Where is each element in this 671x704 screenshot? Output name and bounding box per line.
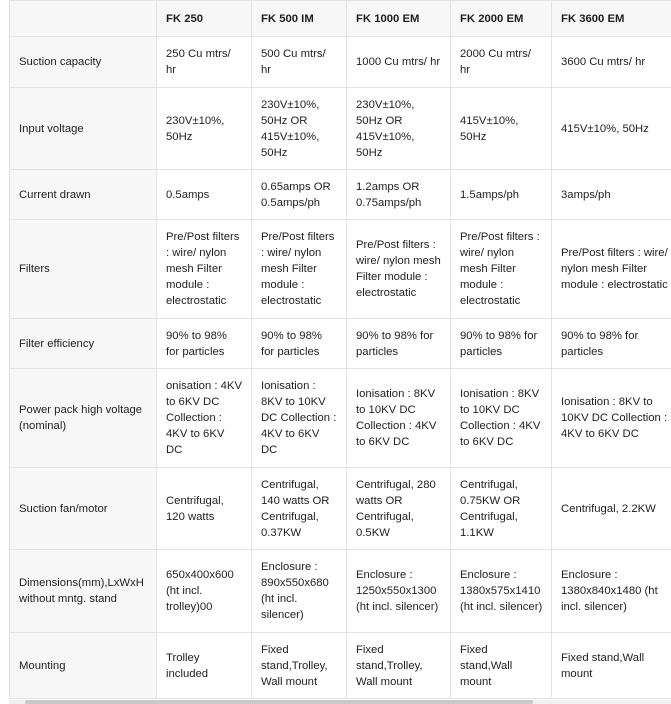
- table-cell: Trolley included: [157, 633, 252, 699]
- table-row: [10, 633, 671, 699]
- table-cell: Pre/Post filters : wire/ nylon mesh Filter module : electrostatic: [157, 220, 252, 319]
- row-label: Filter efficiency: [10, 319, 157, 369]
- table-cell: 90% to 98% for particles: [347, 319, 451, 369]
- table-cell: Ionisation : 8KV to 10KV DC Collection : 4KV to 6KV DC: [252, 369, 347, 468]
- row-label: Filters: [10, 220, 157, 319]
- column-header-fk2000em: FK 2000 EM: [451, 1, 552, 37]
- table-header-row: [10, 1, 671, 37]
- scrollbar-thumb[interactable]: [25, 700, 533, 704]
- table-cell: Centrifugal, 120 watts: [157, 468, 252, 550]
- table-row: [10, 220, 671, 319]
- table-cell: Pre/Post filters : wire/ nylon mesh Filter module : electrostatic: [347, 220, 451, 319]
- table-cell: 90% to 98% for particles: [552, 319, 671, 369]
- table-cell: onisation : 4KV to 6KV DC Collection : 4KV to 6KV DC: [157, 369, 252, 468]
- table-row: [10, 37, 671, 88]
- table-cell: Pre/Post filters : wire/ nylon mesh Filter module : electrostatic: [552, 220, 671, 319]
- column-header-fk250: FK 250: [157, 1, 252, 37]
- table-cell: Enclosure : 1250x550x1300 (ht incl. silencer): [347, 550, 451, 633]
- table-cell: 415V±10%, 50Hz: [451, 88, 552, 170]
- table-cell: Enclosure : 890x550x680 (ht incl. silencer): [252, 550, 347, 633]
- spec-table-container: [9, 0, 671, 700]
- row-label: Input voltage: [10, 88, 157, 170]
- table-row: [10, 319, 671, 369]
- table-cell: Ionisation : 8KV to 10KV DC Collection : 4KV to 6KV DC: [552, 369, 671, 468]
- table-cell: Centrifugal, 140 watts OR Centrifugal, 0.37KW: [252, 468, 347, 550]
- table-cell: Centrifugal, 0.75KW OR Centrifugal, 1.1KW: [451, 468, 552, 550]
- table-cell: 3amps/ph: [552, 170, 671, 220]
- column-header-blank: [10, 1, 157, 37]
- spec-table: [9, 0, 671, 699]
- table-cell: 230V±10%, 50Hz: [157, 88, 252, 170]
- table-cell: 90% to 98% for particles: [157, 319, 252, 369]
- table-row: [10, 550, 671, 633]
- table-cell: 500 Cu mtrs/ hr: [252, 37, 347, 88]
- table-cell: 0.5amps: [157, 170, 252, 220]
- row-label: Current drawn: [10, 170, 157, 220]
- table-cell: 230V±10%, 50Hz OR 415V±10%, 50Hz: [252, 88, 347, 170]
- table-cell: 1000 Cu mtrs/ hr: [347, 37, 451, 88]
- table-cell: Fixed stand,Trolley, Wall mount: [252, 633, 347, 699]
- table-row: [10, 468, 671, 550]
- table-cell: 1.5amps/ph: [451, 170, 552, 220]
- table-cell: 90% to 98% for particles: [451, 319, 552, 369]
- table-row: [10, 369, 671, 468]
- table-cell: 0.65amps OR 0.5amps/ph: [252, 170, 347, 220]
- table-cell: Enclosure : 1380x575x1410 (ht incl. silencer): [451, 550, 552, 633]
- row-label: Power pack high voltage (nominal): [10, 369, 157, 468]
- row-label: Dimensions(mm),LxWxH without mntg. stand: [10, 550, 157, 633]
- table-cell: Ionisation : 8KV to 10KV DC Collection : 4KV to 6KV DC: [347, 369, 451, 468]
- table-cell: 650x400x600 (ht incl. trolley)00: [157, 550, 252, 633]
- table-cell: Enclosure : 1380x840x1480 (ht incl. silencer): [552, 550, 671, 633]
- table-cell: 415V±10%, 50Hz: [552, 88, 671, 170]
- table-cell: Centrifugal, 280 watts OR Centrifugal, 0.5KW: [347, 468, 451, 550]
- table-cell: 2000 Cu mtrs/ hr: [451, 37, 552, 88]
- table-cell: 90% to 98% for particles: [252, 319, 347, 369]
- table-cell: Centrifugal, 2.2KW: [552, 468, 671, 550]
- table-cell: 230V±10%, 50Hz OR 415V±10%, 50Hz: [347, 88, 451, 170]
- table-cell: Fixed stand,Trolley, Wall mount: [347, 633, 451, 699]
- row-label: Mounting: [10, 633, 157, 699]
- table-cell: Fixed stand,Wall mount: [451, 633, 552, 699]
- column-header-fk500im: FK 500 IM: [252, 1, 347, 37]
- table-cell: 1.2amps OR 0.75amps/ph: [347, 170, 451, 220]
- horizontal-scrollbar[interactable]: [9, 700, 671, 704]
- table-row: [10, 88, 671, 170]
- row-label: Suction fan/motor: [10, 468, 157, 550]
- table-cell: Pre/Post filters : wire/ nylon mesh Filter module : electrostatic: [451, 220, 552, 319]
- table-cell: 3600 Cu mtrs/ hr: [552, 37, 671, 88]
- row-label: Suction capacity: [10, 37, 157, 88]
- table-cell: Fixed stand,Wall mount: [552, 633, 671, 699]
- table-cell: Pre/Post filters : wire/ nylon mesh Filter module : electrostatic: [252, 220, 347, 319]
- column-header-fk1000em: FK 1000 EM: [347, 1, 451, 37]
- table-cell: 250 Cu mtrs/ hr: [157, 37, 252, 88]
- column-header-fk3600em: FK 3600 EM: [552, 1, 671, 37]
- table-cell: Ionisation : 8KV to 10KV DC Collection : 4KV to 6KV DC: [451, 369, 552, 468]
- table-row: [10, 170, 671, 220]
